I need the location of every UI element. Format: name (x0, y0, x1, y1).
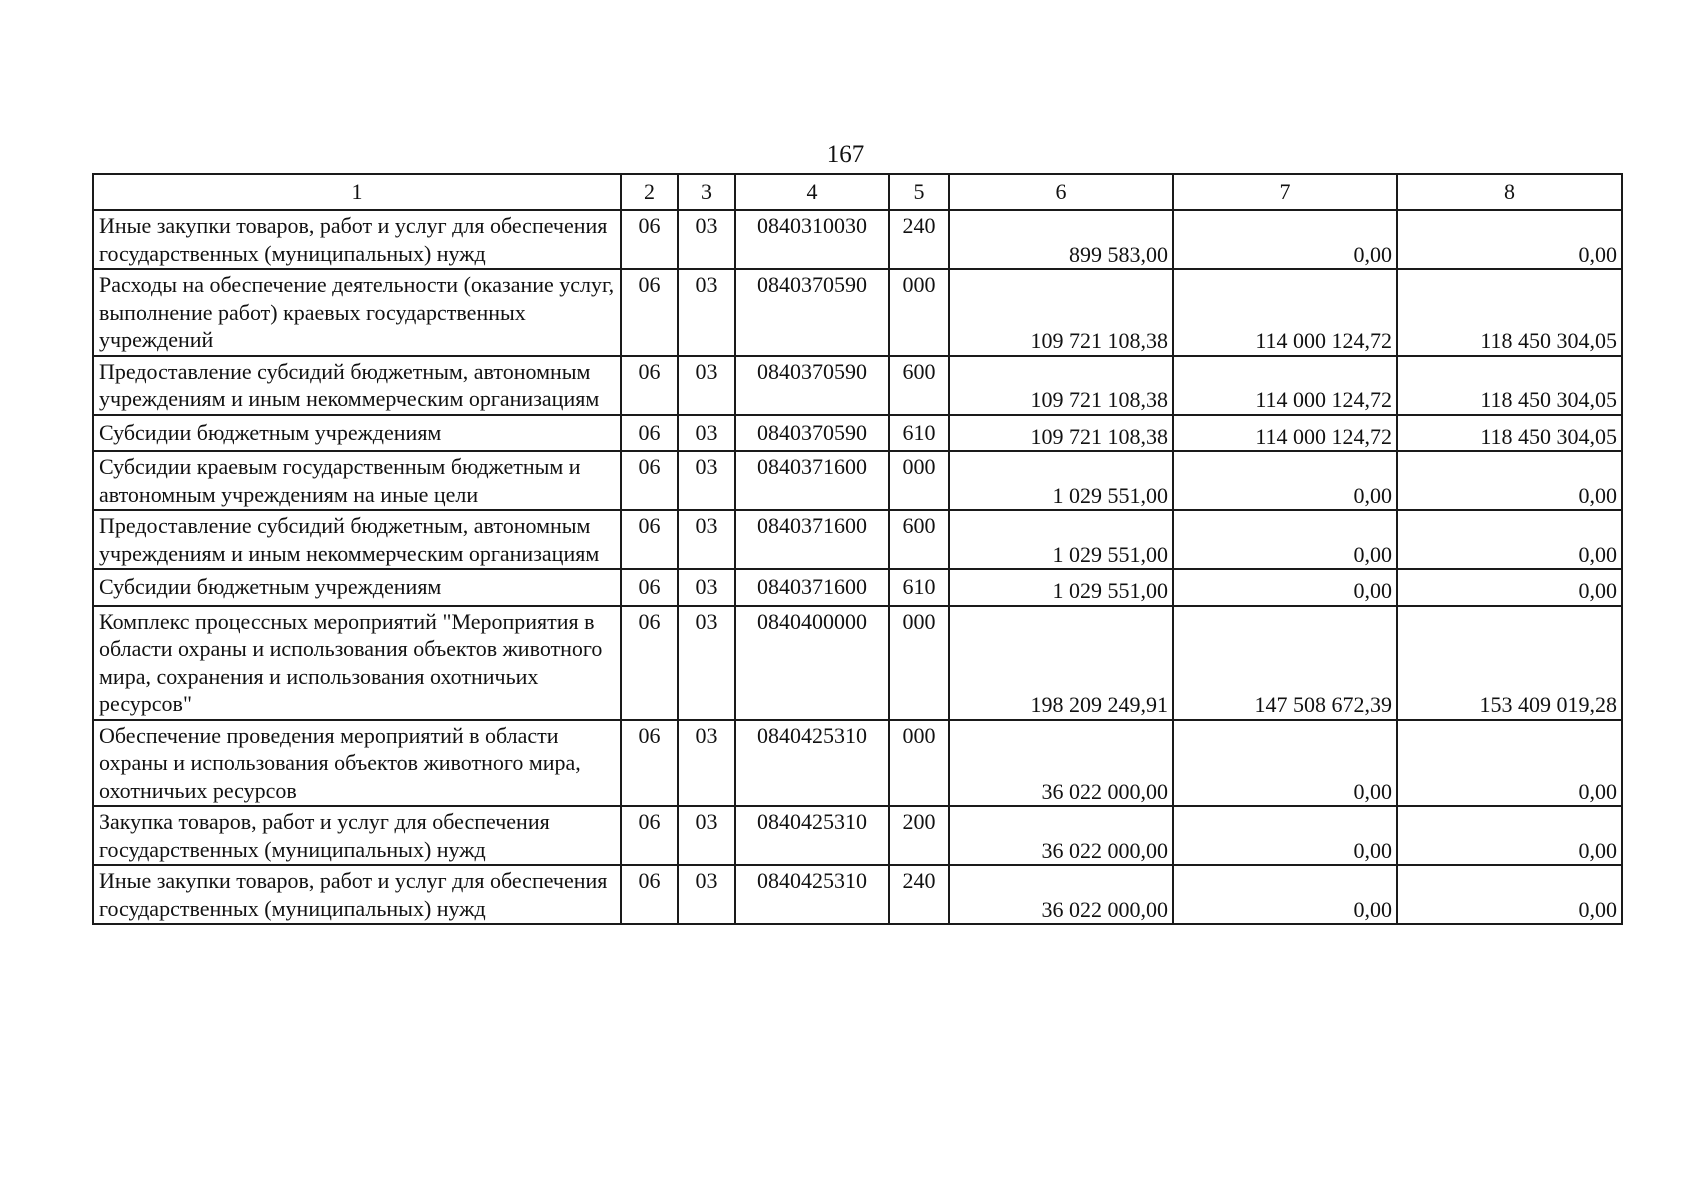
column-header-6: 6 (949, 174, 1173, 210)
row-amount-6: 109 721 108,38 (949, 269, 1173, 356)
row-amount-8: 0,00 (1397, 720, 1622, 807)
table-row (93, 356, 1622, 415)
row-code-expense-type: 600 (889, 356, 949, 415)
row-amount-6: 198 209 249,91 (949, 606, 1173, 720)
row-code-subsection: 03 (678, 510, 735, 569)
row-code-subsection: 03 (678, 451, 735, 510)
row-name: Предоставление субсидий бюджетным, автономным учреждениям и иным некоммерческим организациям (93, 510, 621, 569)
table-row (93, 720, 1622, 807)
row-amount-6: 1 029 551,00 (949, 569, 1173, 606)
row-amount-6: 36 022 000,00 (949, 720, 1173, 807)
row-code-target: 0840370590 (735, 356, 889, 415)
header-row (93, 174, 1622, 210)
column-header-1: 1 (93, 174, 621, 210)
column-header-8: 8 (1397, 174, 1622, 210)
row-amount-6: 109 721 108,38 (949, 356, 1173, 415)
row-amount-6: 1 029 551,00 (949, 510, 1173, 569)
table-row (93, 806, 1622, 865)
row-code-expense-type: 000 (889, 269, 949, 356)
row-code-expense-type: 000 (889, 720, 949, 807)
row-amount-7: 0,00 (1173, 720, 1397, 807)
row-name: Субсидии бюджетным учреждениям (93, 415, 621, 452)
row-code-expense-type: 610 (889, 569, 949, 606)
row-name: Закупка товаров, работ и услуг для обеспечения государственных (муниципальных) нужд (93, 806, 621, 865)
row-amount-8: 0,00 (1397, 451, 1622, 510)
row-code-subsection: 03 (678, 415, 735, 452)
row-code-target: 0840425310 (735, 806, 889, 865)
row-code-subsection: 03 (678, 210, 735, 269)
row-code-expense-type: 240 (889, 865, 949, 924)
row-amount-8: 0,00 (1397, 865, 1622, 924)
table-row (93, 210, 1622, 269)
row-name: Иные закупки товаров, работ и услуг для обеспечения государственных (муниципальных) нужд (93, 865, 621, 924)
row-code-section: 06 (621, 451, 678, 510)
row-name: Субсидии бюджетным учреждениям (93, 569, 621, 606)
row-code-target: 0840310030 (735, 210, 889, 269)
column-header-5: 5 (889, 174, 949, 210)
row-amount-7: 0,00 (1173, 210, 1397, 269)
row-amount-6: 36 022 000,00 (949, 865, 1173, 924)
column-header-4: 4 (735, 174, 889, 210)
row-code-target: 0840371600 (735, 451, 889, 510)
row-code-section: 06 (621, 269, 678, 356)
row-name: Обеспечение проведения мероприятий в области охраны и использования объектов животного мира, охотничьих ресурсов (93, 720, 621, 807)
row-name: Расходы на обеспечение деятельности (оказание услуг, выполнение работ) краевых государственных учреждений (93, 269, 621, 356)
row-code-section: 06 (621, 415, 678, 452)
row-amount-8: 153 409 019,28 (1397, 606, 1622, 720)
row-code-section: 06 (621, 356, 678, 415)
row-amount-7: 0,00 (1173, 510, 1397, 569)
row-amount-7: 114 000 124,72 (1173, 356, 1397, 415)
row-code-subsection: 03 (678, 865, 735, 924)
row-amount-8: 118 450 304,05 (1397, 415, 1622, 452)
row-amount-6: 36 022 000,00 (949, 806, 1173, 865)
column-header-3: 3 (678, 174, 735, 210)
row-code-target: 0840425310 (735, 865, 889, 924)
row-amount-8: 0,00 (1397, 806, 1622, 865)
column-header-7: 7 (1173, 174, 1397, 210)
row-code-target: 0840371600 (735, 569, 889, 606)
row-code-subsection: 03 (678, 806, 735, 865)
row-code-expense-type: 000 (889, 451, 949, 510)
row-code-expense-type: 240 (889, 210, 949, 269)
row-amount-6: 1 029 551,00 (949, 451, 1173, 510)
table-row (93, 269, 1622, 356)
row-code-expense-type: 000 (889, 606, 949, 720)
row-code-target: 0840370590 (735, 415, 889, 452)
table-row (93, 510, 1622, 569)
row-code-section: 06 (621, 865, 678, 924)
row-name: Предоставление субсидий бюджетным, автономным учреждениям и иным некоммерческим организациям (93, 356, 621, 415)
row-amount-8: 0,00 (1397, 210, 1622, 269)
column-header-2: 2 (621, 174, 678, 210)
table-row (93, 569, 1622, 606)
row-code-section: 06 (621, 510, 678, 569)
row-code-section: 06 (621, 720, 678, 807)
page-number: 167 (826, 141, 865, 168)
row-code-target: 0840371600 (735, 510, 889, 569)
row-amount-7: 0,00 (1173, 569, 1397, 606)
row-code-target: 0840425310 (735, 720, 889, 807)
row-code-section: 06 (621, 569, 678, 606)
row-code-expense-type: 200 (889, 806, 949, 865)
row-amount-7: 0,00 (1173, 865, 1397, 924)
table-row (93, 606, 1622, 720)
row-code-section: 06 (621, 606, 678, 720)
row-amount-7: 147 508 672,39 (1173, 606, 1397, 720)
table-row (93, 451, 1622, 510)
row-code-subsection: 03 (678, 606, 735, 720)
row-amount-8: 118 450 304,05 (1397, 269, 1622, 356)
row-amount-7: 114 000 124,72 (1173, 415, 1397, 452)
row-code-subsection: 03 (678, 269, 735, 356)
row-amount-7: 114 000 124,72 (1173, 269, 1397, 356)
row-code-expense-type: 600 (889, 510, 949, 569)
row-amount-6: 899 583,00 (949, 210, 1173, 269)
row-code-expense-type: 610 (889, 415, 949, 452)
row-amount-8: 118 450 304,05 (1397, 356, 1622, 415)
row-amount-7: 0,00 (1173, 451, 1397, 510)
row-code-subsection: 03 (678, 569, 735, 606)
row-name: Иные закупки товаров, работ и услуг для обеспечения государственных (муниципальных) нужд (93, 210, 621, 269)
row-code-subsection: 03 (678, 720, 735, 807)
row-name: Комплекс процессных мероприятий "Мероприятия в области охраны и использования объектов животного мира, сохранения и использования охотничьих ресурсов" (93, 606, 621, 720)
row-amount-7: 0,00 (1173, 806, 1397, 865)
table-row (93, 415, 1622, 452)
budget-table (92, 173, 1623, 925)
row-code-section: 06 (621, 806, 678, 865)
table-row (93, 865, 1622, 924)
row-code-subsection: 03 (678, 356, 735, 415)
row-code-target: 0840400000 (735, 606, 889, 720)
row-code-target: 0840370590 (735, 269, 889, 356)
row-name: Субсидии краевым государственным бюджетным и автономным учреждениям на иные цели (93, 451, 621, 510)
row-amount-8: 0,00 (1397, 569, 1622, 606)
row-amount-8: 0,00 (1397, 510, 1622, 569)
row-code-section: 06 (621, 210, 678, 269)
row-amount-6: 109 721 108,38 (949, 415, 1173, 452)
